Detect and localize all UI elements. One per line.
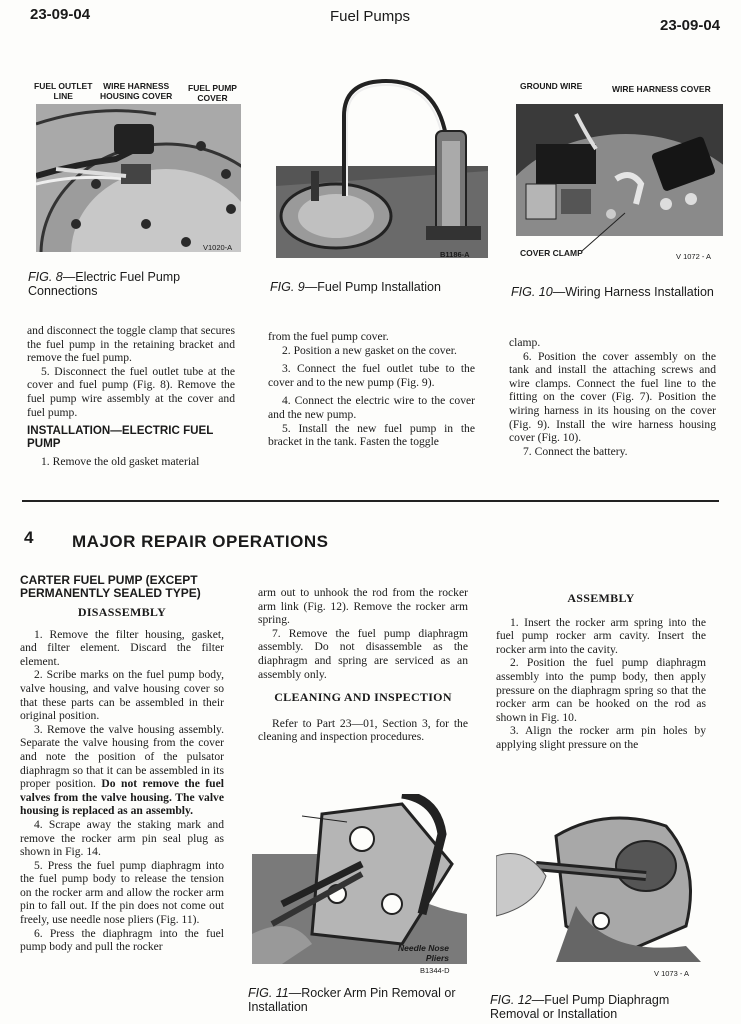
fig11-caption-text: —Rocker Arm Pin Removal or Installation: [248, 986, 456, 1014]
fig8-callout-harness-housing: WIRE HARNESS HOUSING COVER: [100, 81, 173, 101]
fig9-caption: [270, 280, 485, 294]
fig11-photo: [252, 794, 467, 964]
top-col1-para1: and disconnect the toggle clamp that secures the fuel pump in the retaining bracket and remove the fuel pump.: [27, 324, 235, 365]
fig11-callout-pliers: Needle Nose Pliers: [398, 943, 450, 963]
bottom-col2-para2: 7. Remove the fuel pump diaphragm assembly. Do not disassemble as the diaphragm and spring are serviced as an assembly only.: [258, 626, 468, 681]
disassembly-heading: DISASSEMBLY: [77, 605, 167, 619]
fig10-caption-num: FIG. 10: [511, 285, 553, 299]
bottom-col1-para3: [20, 723, 224, 818]
fig8-photo: [36, 104, 241, 252]
top-col2-para5: 5. Install the new fuel pump in the bracket in the tank. Fasten the toggle: [268, 421, 475, 449]
fig8-caption-text: —Electric Fuel Pump Connections: [28, 270, 181, 298]
top-col1-para3: 1. Remove the old gasket material: [41, 455, 200, 469]
bottom-col1-para1: 1. Remove the filter housing, gasket, and filter element. Discard the filter element.: [20, 627, 224, 668]
assembly-heading: ASSEMBLY: [567, 591, 635, 605]
top-column-2: [268, 330, 475, 449]
fig11-code: B1344-D: [420, 966, 450, 975]
fig9-code: B1186-A: [440, 250, 470, 259]
fig9-photo: [276, 76, 488, 258]
top-col3-para2: 6. Position the cover assembly on the tank and install the attaching screws and wire clamps. Connect the fuel line to the fitting on the cover (Fig. 7). Position the wiring harness in its housing on the cover (Fig. 9). Install the wire harness housing cover (Fig. 10).: [509, 349, 716, 445]
fig12-caption-num: FIG. 12: [490, 993, 532, 1007]
bottom-col1-warning: Do not remove the fuel valves from the valve housing. The valve housing is replaced as an assembly.: [20, 777, 224, 818]
fig10-code: V 1072 - A: [676, 252, 712, 261]
bottom-col1-para6: 6. Press the diaphragm into the fuel pump body and pull the rocker: [20, 926, 224, 954]
page-title: Fuel Pumps: [330, 8, 411, 25]
bottom-column-3: [496, 592, 706, 752]
cleaning-heading: CLEANING AND INSPECTION: [274, 690, 452, 705]
fig8-callout-pump-cover: FUEL PUMP COVER: [188, 83, 237, 103]
bottom-col1-para2: 2. Scribe marks on the fuel pump body, valve housing, and valve housing cover so that these parts can be assembled in their original position.: [20, 668, 224, 723]
fig11-caption-num: FIG. 11: [248, 986, 289, 1000]
section-number: 4: [24, 528, 34, 547]
fig12-illustration: [496, 806, 701, 962]
section-rule: [22, 500, 719, 502]
fig11-illustration: [252, 794, 467, 964]
bottom-col1-para5: 5. Press the fuel pump diaphragm into the fuel pump body to release the tension on the rocker arm and allow the rocker arm pin to fall out. If the pin does not come out freely, use needle nose pliers (Fig. 11).: [20, 858, 224, 927]
bottom-col2-para1: arm out to unhook the rod from the rocker arm link (Fig. 12). Remove the rocker arm spring.: [258, 586, 468, 627]
fig10-callout-harness-cover: WIRE HARNESS COVER: [612, 84, 711, 94]
installation-heading: INSTALLATION—ELECTRIC FUEL PUMP: [27, 424, 214, 451]
fig9-caption-text: —Fuel Pump Installation: [304, 280, 441, 294]
page-code-left: 23-09-04: [30, 6, 91, 23]
bottom-col2-para3: Refer to Part 23—01, Section 3, for the cleaning and inspection procedures.: [258, 716, 468, 744]
top-column-1: [27, 324, 235, 469]
top-column-3: [509, 336, 716, 458]
fig12-caption: [490, 993, 710, 1021]
fig8-caption: [28, 270, 238, 298]
fig9-caption-num: FIG. 9: [270, 280, 305, 294]
fig12-code: V 1073 - A: [654, 969, 690, 978]
fig12-photo: [496, 806, 701, 962]
fig10-leader-line: [580, 205, 640, 255]
fig10-caption-text: —Wiring Harness Installation: [552, 285, 714, 299]
fig10-callout-cover-clamp: COVER CLAMP: [520, 248, 583, 258]
bottom-col1-para4: 4. Scrape away the staking mark and remove the rocker arm pin seal plug as shown in Fig. 14.: [20, 817, 224, 859]
fig10-callout-ground-wire: GROUND WIRE: [520, 81, 583, 91]
top-col2-para1: from the fuel pump cover.: [268, 330, 389, 343]
fig11-caption: [248, 986, 463, 1014]
fig10-caption: [511, 285, 726, 299]
bottom-col1-para3a: 3. Remove the valve housing assembly. Separate the valve housing from the cover and note the position of the pulsator diaphragm so that it can be assembled in its proper position.: [20, 722, 224, 791]
fig12-caption-text: —Fuel Pump Diaphragm Removal or Installation: [490, 993, 670, 1021]
top-col2-para2: 2. Position a new gasket on the cover.: [282, 343, 457, 357]
top-col2-para4: 4. Connect the electric wire to the cover and the new pump.: [268, 394, 475, 421]
section-title: MAJOR REPAIR OPERATIONS: [72, 532, 329, 551]
top-col3-para3: 7. Connect the battery.: [523, 444, 628, 458]
fig9-illustration: [276, 76, 488, 258]
top-col3-para1: clamp.: [509, 336, 541, 349]
bottom-col3-para3: 3. Align the rocker arm pin holes by applying slight pressure on the: [496, 724, 706, 751]
bottom-col3-para2: 2. Position the fuel pump diaphragm assembly into the pump body, then apply pressure on the diaphragm spring so that the rocker arm can be hooked on the rod as shown in Fig. 10.: [496, 656, 706, 724]
fig8-code: V1020-A: [203, 243, 233, 252]
page-code-right: 23-09-04: [660, 17, 721, 34]
fig8-callout-fuel-outlet: FUEL OUTLET LINE: [34, 81, 93, 101]
top-col1-para2: 5. Disconnect the fuel outlet tube at the cover and fuel pump (Fig. 8). Remove the fuel pump wire assembly at the cover and fuel pump.: [27, 364, 235, 419]
bottom-column-1: [20, 574, 224, 954]
bottom-col3-para1: 1. Insert the rocker arm spring into the fuel pump rocker arm cavity. Insert the rocker arm into the cavity.: [496, 615, 706, 656]
top-col2-para3: 3. Connect the fuel outlet tube to the cover and to the new pump (Fig. 9).: [268, 362, 475, 389]
carter-heading: CARTER FUEL PUMP (EXCEPT PERMANENTLY SEALED TYPE): [20, 573, 201, 600]
bottom-column-2: [258, 586, 468, 744]
fig8-illustration: [36, 104, 241, 252]
fig8-caption-num: FIG. 8: [28, 270, 63, 284]
